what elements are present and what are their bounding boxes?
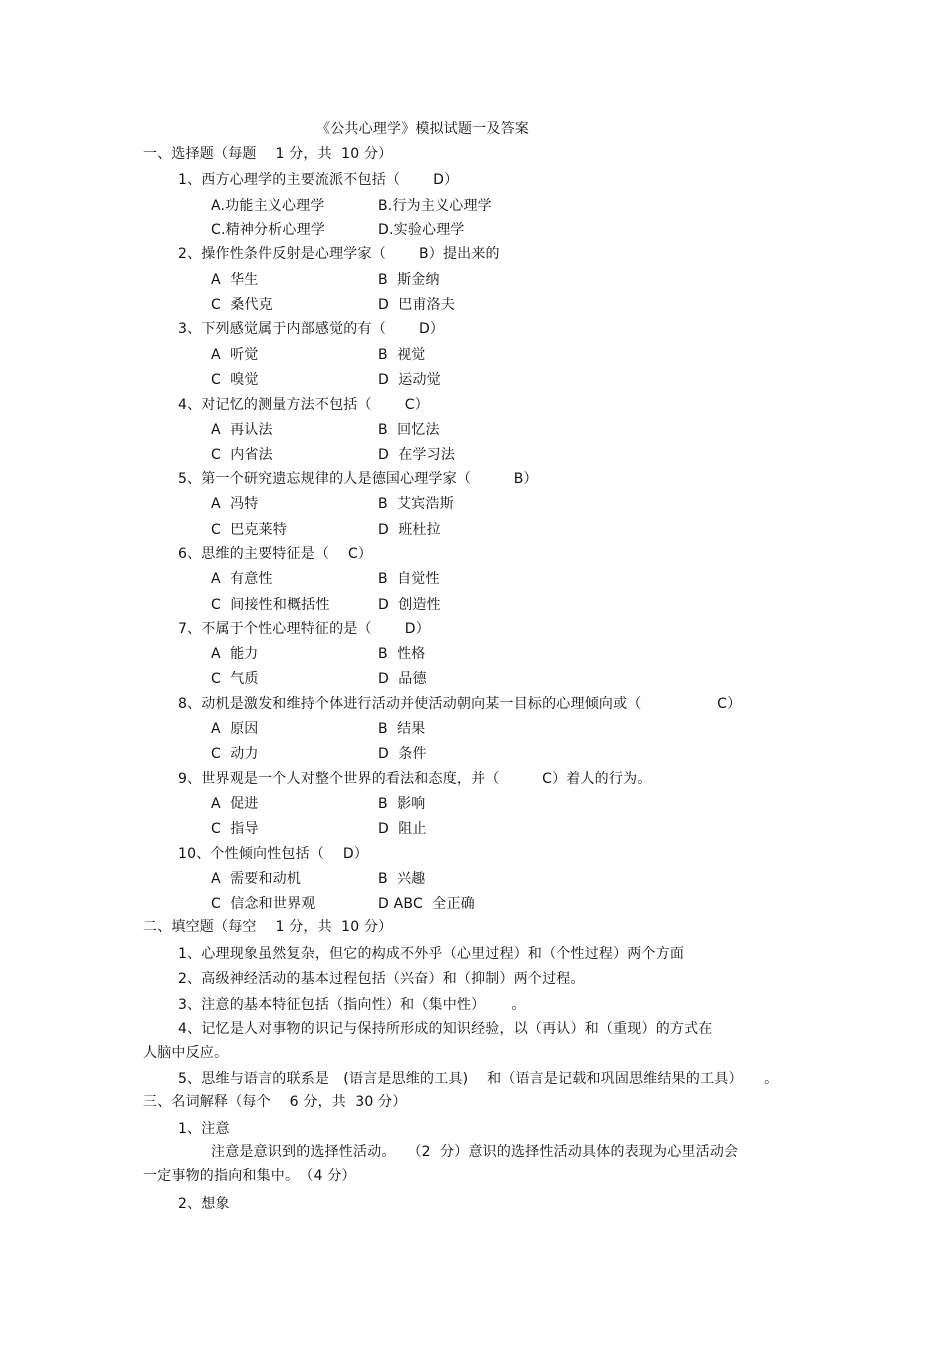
option-b: B 艾宾浩斯	[378, 496, 454, 512]
term-definition: 注意是意识到的选择性活动。 （2 分）意识的选择性活动具体的表现为心里活动会	[211, 1144, 739, 1160]
fill-item: 1、心理现象虽然复杂，但它的构成不外乎（心里过程）和（个性过程）两个方面	[178, 946, 685, 962]
option-a: A 华生	[211, 272, 259, 288]
option-b: B.行为主义心理学	[378, 198, 492, 214]
option-c: C 气质	[211, 671, 259, 687]
term-title: 1、注意	[178, 1121, 230, 1137]
question-text: 1、西方心理学的主要流派不包括（ D）	[178, 172, 459, 188]
fill-item: 5、思维与语言的联系是 (语言是思维的工具) 和（语言是记载和巩固思维结果的工具） 。	[178, 1071, 779, 1087]
question-text: 7、不属于个性心理特征的是（ D）	[178, 621, 430, 637]
option-d: D 巴甫洛夫	[378, 297, 456, 313]
option-a: A 再认法	[211, 422, 273, 438]
option-b: B 兴趣	[378, 871, 426, 887]
option-a: A 冯特	[211, 496, 259, 512]
option-c: C 动力	[211, 746, 259, 762]
question-text: 6、思维的主要特征是（ C）	[178, 546, 373, 562]
option-d: D.实验心理学	[378, 222, 465, 238]
option-a: A 促进	[211, 796, 259, 812]
option-a: A 需要和动机	[211, 871, 302, 887]
option-a: A 原因	[211, 721, 259, 737]
question-text: 3、下列感觉属于内部感觉的有（ D）	[178, 321, 445, 337]
question-text: 10、个性倾向性包括（ D）	[178, 846, 369, 862]
option-d: D 阻止	[378, 821, 427, 837]
option-a: A 有意性	[211, 571, 273, 587]
option-b: B 结果	[378, 721, 426, 737]
option-c: C 桑代克	[211, 297, 273, 313]
section-heading-terms: 三、名词解释（每个 6 分，共 30 分）	[143, 1094, 407, 1110]
option-d: D 品德	[378, 671, 427, 687]
option-a: A 能力	[211, 646, 259, 662]
option-d: D ABC 全正确	[378, 896, 475, 912]
document-title: 《公共心理学》模拟试题一及答案	[316, 121, 529, 137]
option-d: D 条件	[378, 746, 427, 762]
question-text: 2、操作性条件反射是心理学家（ B）提出来的	[178, 246, 500, 262]
option-b: B 自觉性	[378, 571, 440, 587]
option-b: B 回忆法	[378, 422, 440, 438]
fill-item: 4、记忆是人对事物的识记与保持所形成的知识经验，以（再认）和（重现）的方式在	[178, 1021, 713, 1037]
option-c: C 嗅觉	[211, 372, 259, 388]
question-text: 5、第一个研究遗忘规律的人是德国心理学家（ B）	[178, 471, 538, 487]
question-text: 4、对记忆的测量方法不包括（ C）	[178, 397, 429, 413]
option-d: D 创造性	[378, 597, 441, 613]
term-definition-continued: 一定事物的指向和集中。 （4 分）	[143, 1168, 356, 1184]
option-c: C 巴克莱特	[211, 522, 288, 538]
section-heading-choice: 一、选择题（每题 1 分，共 10 分）	[143, 146, 393, 162]
option-c: C 信念和世界观	[211, 896, 316, 912]
option-b: B 性格	[378, 646, 426, 662]
fill-item: 3、注意的基本特征包括（指向性）和（集中性） 。	[178, 997, 526, 1013]
option-a: A 听觉	[211, 347, 259, 363]
option-d: D 运动觉	[378, 372, 441, 388]
option-b: B 视觉	[378, 347, 426, 363]
option-b: B 斯金纳	[378, 272, 440, 288]
question-text: 9、世界观是一个人对整个世界的看法和态度，并（ C）着人的行为。	[178, 771, 652, 787]
fill-item: 2、高级神经活动的基本过程包括（兴奋）和（抑制）两个过程。	[178, 971, 585, 987]
fill-item-continued: 人脑中反应。	[143, 1045, 229, 1061]
option-c: C 指导	[211, 821, 259, 837]
option-d: D 班杜拉	[378, 522, 441, 538]
option-b: B 影响	[378, 796, 426, 812]
question-text: 8、动机是激发和维持个体进行活动并使活动朝向某一目标的心理倾向或（ C）	[178, 696, 742, 712]
term-title: 2、想象	[178, 1196, 230, 1212]
section-heading-fill: 二、填空题（每空 1 分，共 10 分）	[143, 919, 393, 935]
option-d: D 在学习法	[378, 447, 456, 463]
option-c: C.精神分析心理学	[211, 222, 326, 238]
option-c: C 间接性和概括性	[211, 597, 330, 613]
option-a: A.功能主义心理学	[211, 198, 325, 214]
option-c: C 内省法	[211, 447, 273, 463]
